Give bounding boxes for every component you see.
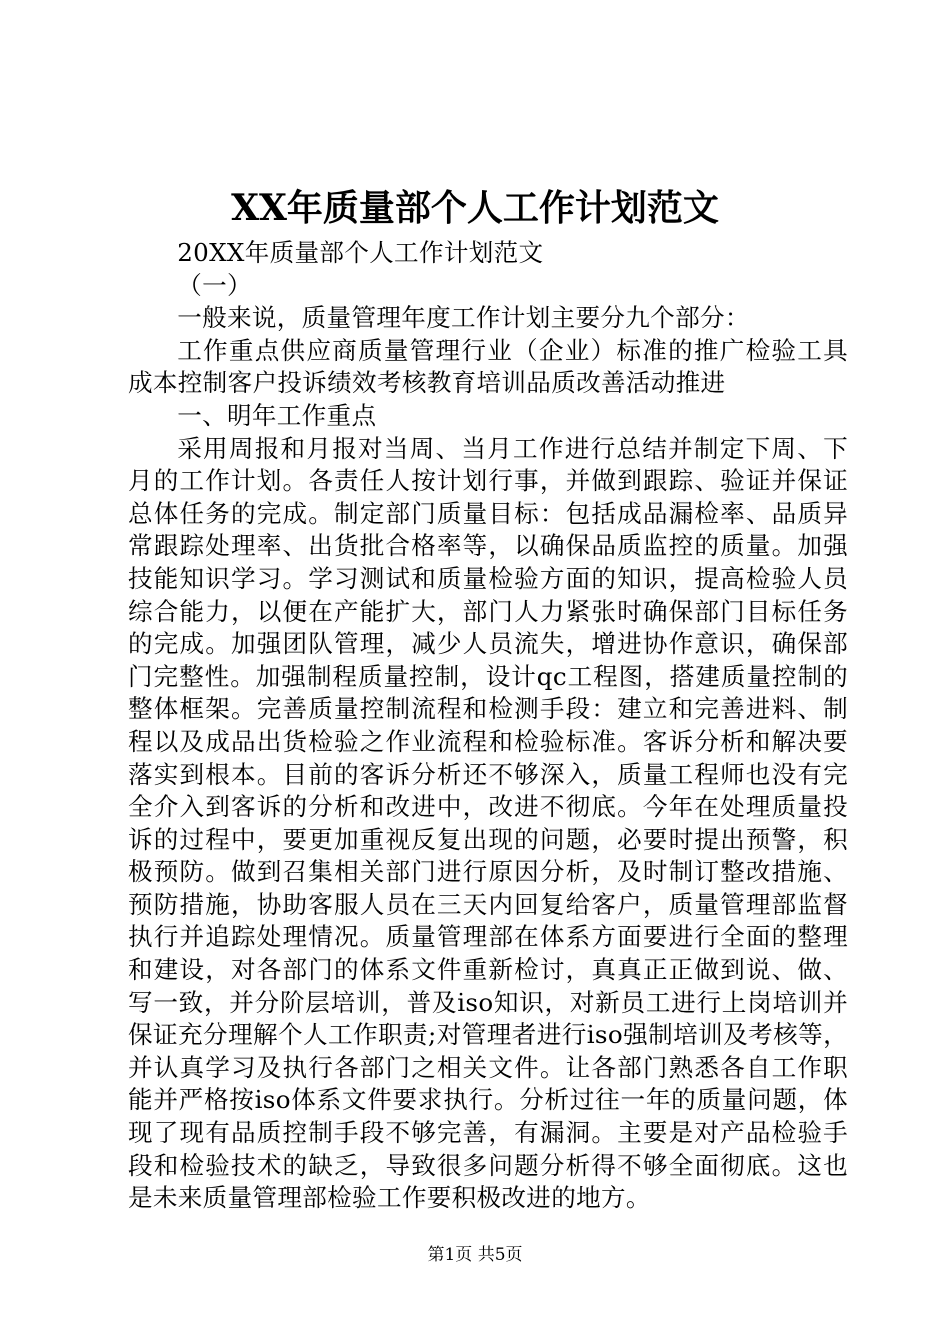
section-marker-paragraph: （一） xyxy=(177,270,252,300)
main-content-paragraph: 采用周报和月报对当周、当月工作进行总结并制定下周、下月的工作计划。各责任人按计划行事，并做到跟踪、验证并保证总体任务的完成。制定部门质量目标：包括成品漏检率、品质异常跟踪处理率、出货批合格率等，以确保品质监控的质量。加强技能知识学习。学习测试和质量检验方面的知识，提高检验人员综合能力，以便在产能扩大，部门人力紧张时确保部门目标任务的完成。加强团队管理，减少人员流失，增进协作意识，确保部门完整性。加强制程质量控制，设计qc工程图，搭建质量控制的整体框架。完善质量控制流程和检测手段：建立和完善进料、制程以及成品出货检验之作业流程和检验标准。客诉分析和解决要落实到根本。目前的客诉分析还不够深入，质量工程师也没有完全介入到客诉的分析和改进中，改进不彻底。今年在处理质量投诉的过程中，要更加重视反复出现的问题，必要时提出预警，积极预防。做到召集相关部门进行原因分析，及时制订整改措施、预防措施，协助客服人员在三天内回复给客户，质量管理部监督执行并追踪处理情况。质量管理部在体系方面要进行全面的整理和建设，对各部门的体系文件重新检讨，真真正正做到说、做、写一致，并分阶层培训，普及iso知识，对新员工进行上岗培训并保证充分理解个人工作职责;对管理者进行iso强制培训及考核等，并认真学习及执行各部门之相关文件。让各部门熟悉各自工作职能并严格按iso体系文件要求执行。分析过往一年的质量问题，体现了现有品质控制手段不够完善，有漏洞。主要是对产品检验手段和检验技术的缺乏，导致很多问题分析得不够全面彻底。这也是未来质量管理部检验工作要积极改进的地方。 xyxy=(128,433,848,1213)
document-title: XX年质量部个人工作计划范文 xyxy=(231,187,719,229)
subtitle-paragraph: 20XX年质量部个人工作计划范文 xyxy=(177,238,544,267)
key-points-paragraph: 工作重点供应商质量管理行业（企业）标准的推广检验工具成本控制客户投诉绩效考核教育培训品质改善活动推进 xyxy=(128,335,848,398)
page-footer: 第1页 共5页 xyxy=(427,1245,523,1265)
intro-paragraph: 一般来说，质量管理年度工作计划主要分九个部分： xyxy=(177,303,750,333)
section-heading-paragraph: 一、明年工作重点 xyxy=(177,400,377,430)
document-body xyxy=(128,237,848,1215)
